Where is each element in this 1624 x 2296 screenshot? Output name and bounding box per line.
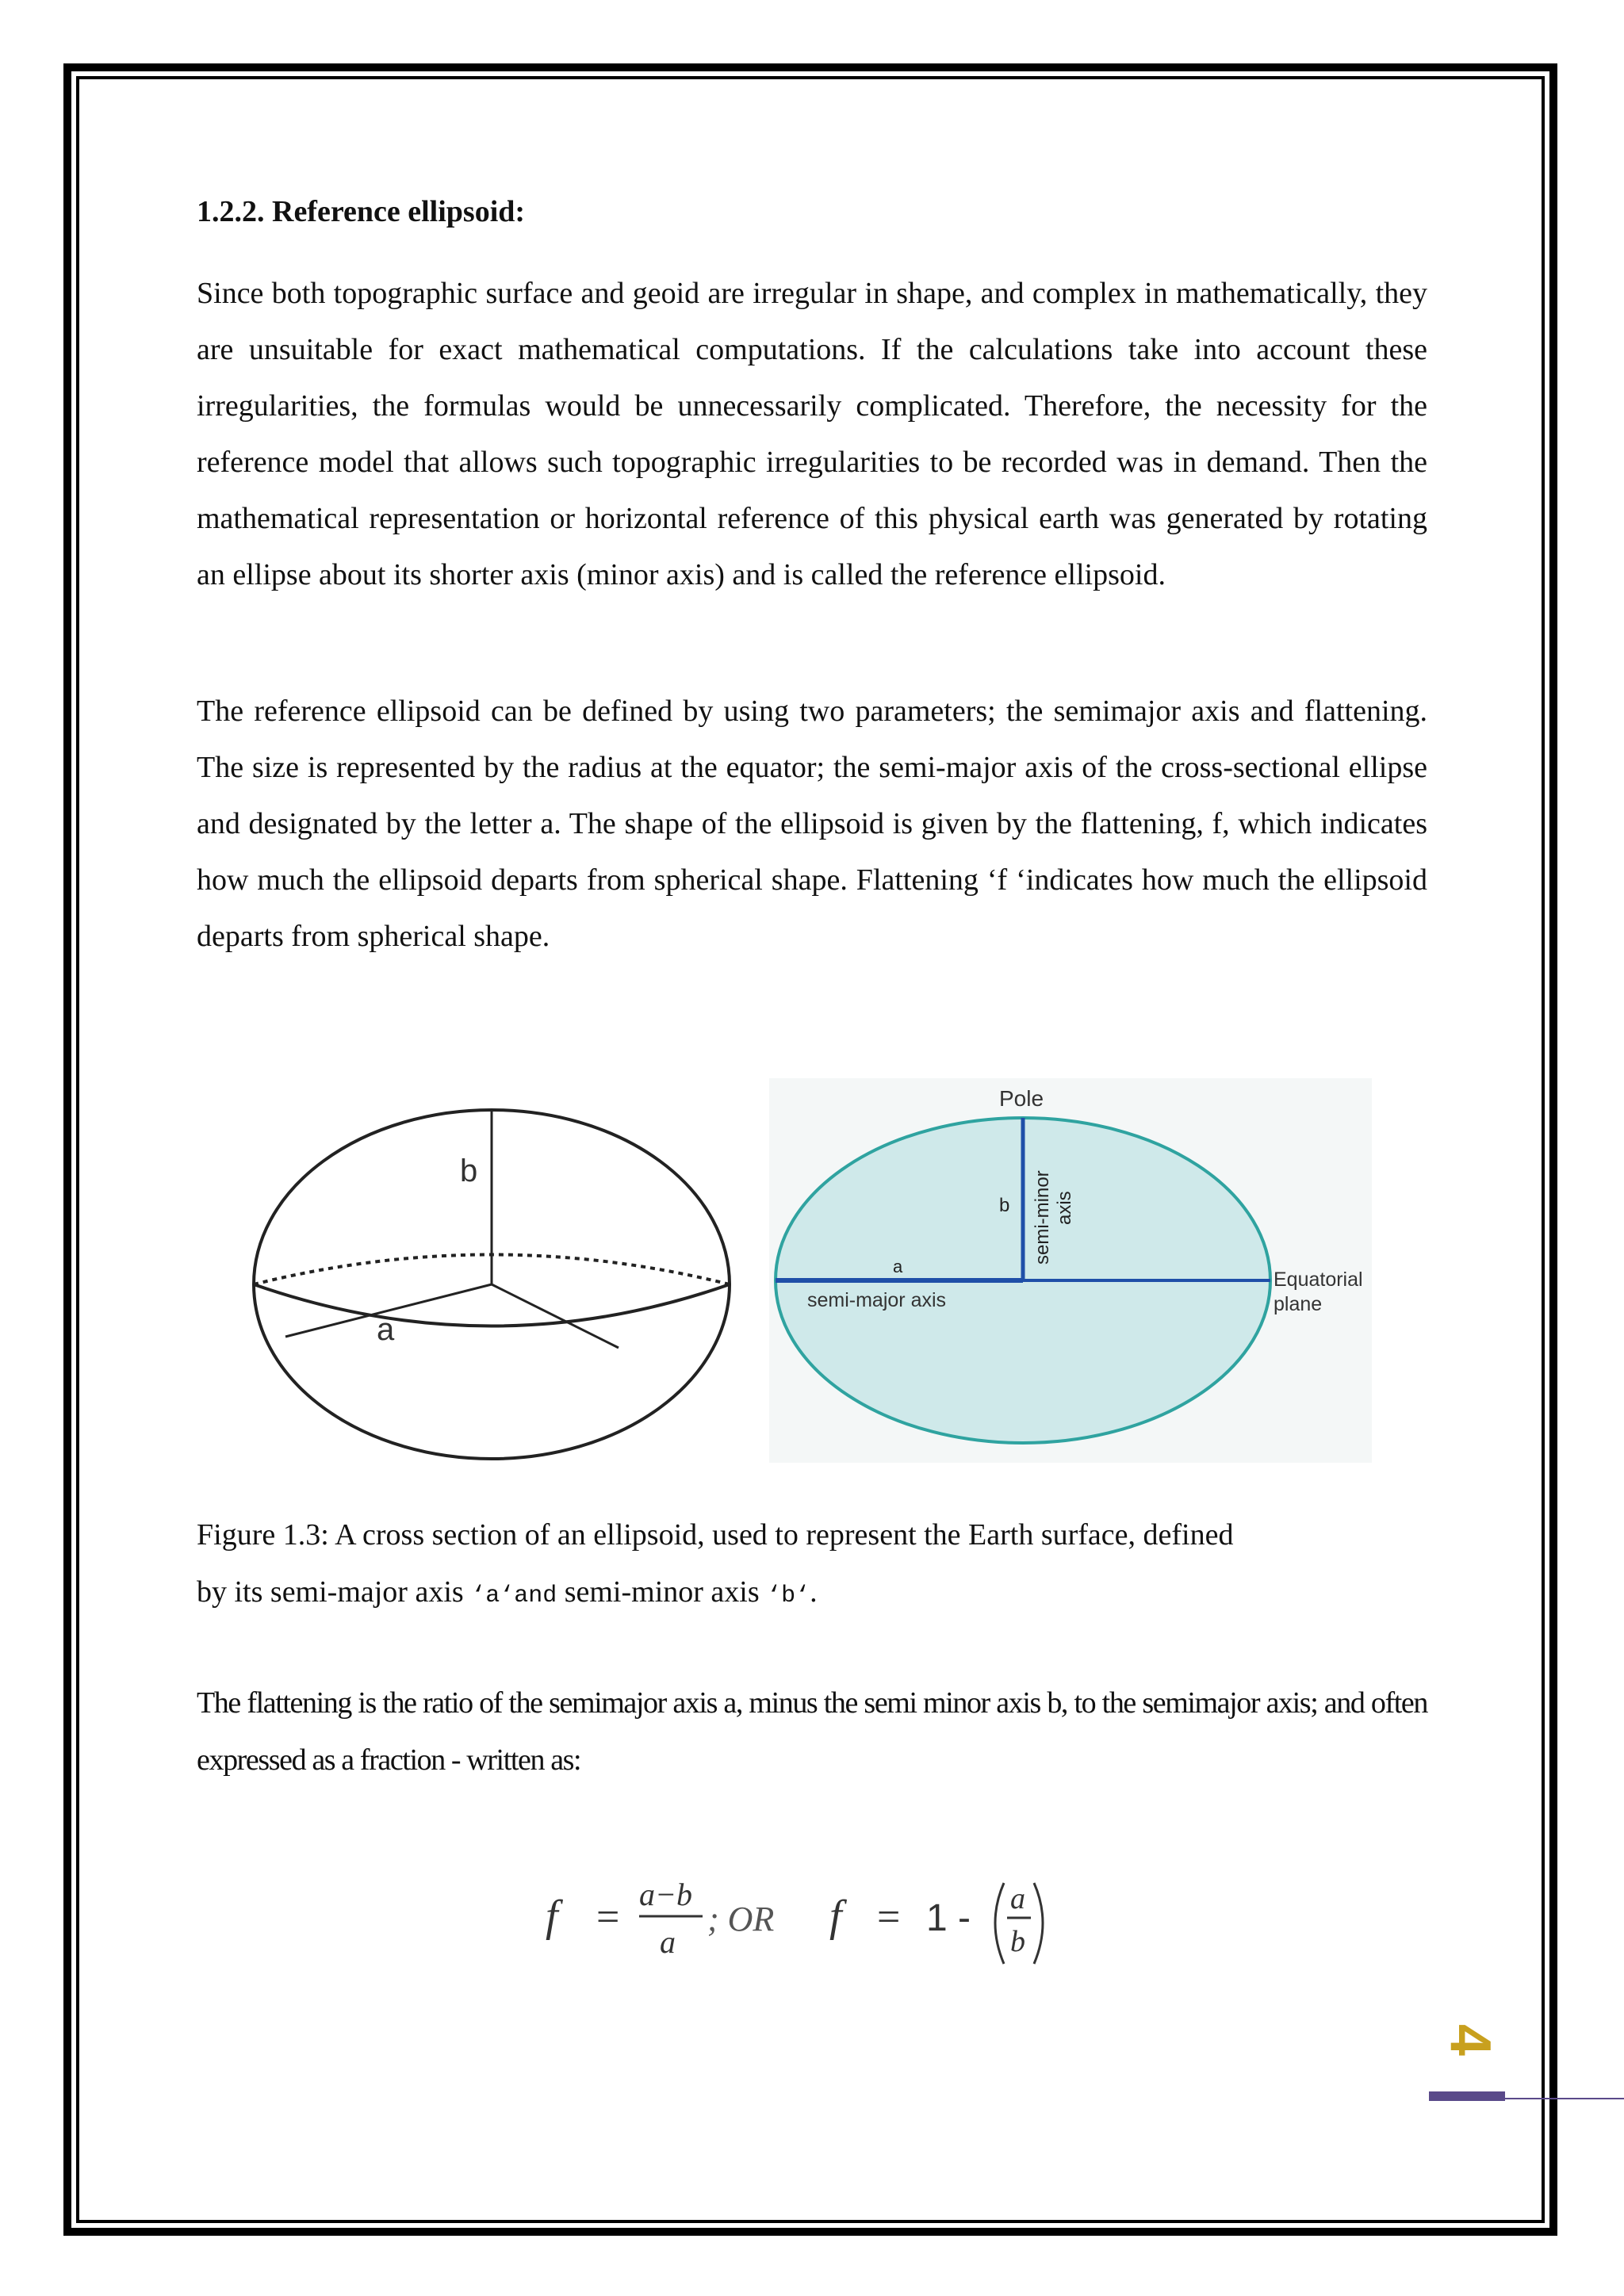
label-b-right: b — [999, 1195, 1010, 1216]
formula-f1: f — [546, 1892, 558, 1941]
page-number — [1438, 2018, 1502, 2097]
label-a-left: a — [377, 1312, 395, 1347]
label-semi-minor: semi-minor — [1032, 1170, 1053, 1265]
label-pole: Pole — [999, 1086, 1044, 1111]
label-semi-minor-axis: axis — [1054, 1191, 1075, 1225]
page-number-rule — [1429, 2091, 1505, 2101]
section-heading: 1.2.2. Reference ellipsoid: — [197, 195, 526, 228]
caption-text-mid: semi-minor axis — [557, 1575, 768, 1609]
formula-eq1: = — [596, 1895, 620, 1940]
formula-numerator: a−b — [639, 1877, 692, 1912]
flattening-formula — [523, 1867, 1078, 1970]
label-semi-major-axis: semi-major axis — [807, 1289, 947, 1311]
caption-line-1: Figure 1.3: A cross section of an ellipsoid, used to represent the Earth surface, defined — [197, 1518, 1234, 1552]
cross-section-drawing — [769, 1078, 1372, 1463]
formula-one-minus: 1 - — [926, 1897, 971, 1939]
ellipsoid-3d-drawing — [254, 1110, 730, 1459]
caption-symbol-a: ‘a‘and — [471, 1582, 557, 1609]
formula-or: ; OR — [707, 1900, 775, 1938]
ellipsoid-figure — [238, 1078, 1380, 1475]
paragraph-flattening: The flattening is the ratio of the semimajor axis a, minus the semi minor axis b, to the semimajor axis; and often expressed as a fraction - written as: — [197, 1686, 1427, 1777]
paragraph-geoid-irregularity: Since both topographic surface and geoid are irregular in shape, and complex in mathematically, they are unsuitable for exact mathematical computations. If the calculations take into account these irregularities, the formulas would be unnecessarily complicated. Therefore, the necessity for the reference model that allows such topographic irregularities to be recorded was in demand. Then the mathematical representation or horizontal reference of this physical earth was generated by rotating an ellipse about its shorter axis (minor axis) and is called the reference ellipsoid. — [197, 277, 1427, 591]
label-a-right: a — [893, 1257, 903, 1276]
label-equatorial: Equatorial — [1274, 1269, 1363, 1291]
label-plane: plane — [1274, 1293, 1323, 1315]
formula-numerator-2: a — [1010, 1882, 1025, 1915]
formula-denominator: a — [660, 1924, 676, 1960]
formula-paren-left — [995, 1883, 1004, 1964]
caption-text-end: . — [810, 1575, 818, 1609]
caption-line-2 — [197, 1563, 1427, 1624]
label-b-left: b — [460, 1154, 478, 1188]
paragraph-ellipsoid-parameters: The reference ellipsoid can be defined by using two parameters; the semimajor axis and flattening. The size is represented by the radius at the equator; the semi-major axis of the cross-sectional ellipse and designated by the letter a. The shape of the ellipsoid is given by the flattening, f, which indicates how much the ellipsoid departs from spherical shape. Flattening ‘f ‘indicates how much the ellipsoid departs from spherical shape. — [197, 695, 1427, 953]
figure-caption — [197, 1506, 1427, 1624]
equator-front — [254, 1284, 730, 1326]
page-number-text: 4 — [1438, 2024, 1502, 2057]
caption-text-start: by its semi-major axis — [197, 1575, 472, 1609]
formula-denominator-2: b — [1010, 1925, 1025, 1958]
formula-paren-right — [1034, 1883, 1043, 1964]
formula-eq2: = — [877, 1895, 901, 1940]
page-number-line — [1505, 2098, 1624, 2099]
formula-f2: f — [829, 1892, 842, 1941]
caption-symbol-b: ‘b‘ — [767, 1582, 810, 1609]
